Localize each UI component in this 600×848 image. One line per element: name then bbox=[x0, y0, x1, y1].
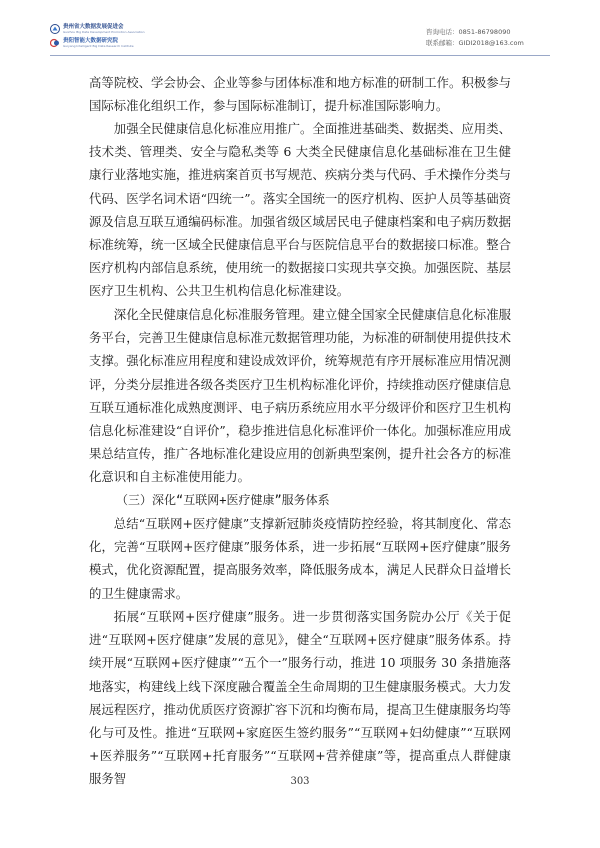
header-divider bbox=[50, 55, 550, 56]
email-value: GIDI2018@163.com bbox=[458, 39, 524, 47]
contact-info bbox=[426, 27, 524, 49]
logo-row-institute bbox=[50, 36, 145, 49]
section-heading: （三）深化“互联网+医疗健康”服务体系 bbox=[116, 493, 330, 507]
paragraph-internet-health-services: 拓展“互联网+医疗健康”服务。进一步贯彻落实国务院办公厅《关于促进“互联网+医疗健康”发展的意见》，健全“互联网+医疗健康”服务体系。持续开展“互联网+医疗健康”“五个一”服务行动，推进 10 项服务 30 条措施落地落实，构建线上线下深度融合覆盖全生命周期的卫生健康服务模式。大力发展远程医疗，推动优质医疗资源扩容下沉和均衡布局，提高卫生健康服务均等化与可及性。推进“互联网+家庭医生签约服务”“互联网+妇幼健康”“互联网+医养服务”“互联网+托育服务”“互联网+营养健康”等，提高重点人群健康服务智 bbox=[89, 609, 511, 787]
email-label: 联系邮箱： bbox=[426, 39, 459, 47]
paragraph-standards-service: 深化全民健康信息化标准服务管理。建立健全国家全民健康信息化标准服务平台，完善卫生健康信息标准元数据管理功能，为标准的研制使用提供技术支撑。强化标准应用程度和建设成效评价，统筹规范有序开展标准应用情况测评，分类分层推进各级各类医疗卫生机构标准化评价，持续推动医疗健康信息互联互通标准化成熟度测评、电子病历系统应用水平分级评价和医疗卫生机构信息化标准建设“自评价”，稳步推进信息化标准评价一体化。加强标准应用成果总结宣传，推广各地标准化建设应用的创新典型案例，提升社会各方的标准化意识和自主标准使用能力。 bbox=[89, 307, 511, 485]
logo-row-association bbox=[50, 22, 145, 35]
paragraph-internet-health-summary: 总结“互联网+医疗健康”支撑新冠肺炎疫情防控经验，将其制度化、常态化，完善“互联网+医疗健康”服务体系，进一步拓展“互联网+医疗健康”服务模式，优化资源配置，提高服务效率，降低服务成本，满足人民群众日益增长的卫生健康需求。 bbox=[89, 516, 511, 601]
phone-label: 咨询电话： bbox=[426, 28, 459, 36]
institute-name-en: Guiyang Intelligent Big Data Research Institute bbox=[63, 43, 134, 48]
institute-logo-icon bbox=[50, 38, 60, 48]
page-number: 303 bbox=[290, 776, 310, 787]
paragraph-standards-promotion: 加强全民健康信息化标准应用推广。全面推进基础类、数据类、应用类、技术类、管理类、安全与隐私类等 6 大类全民健康信息化基础标准在卫生健康行业落地实施，推进病案首页书写规范、疾病分类与代码、手术操作分类与代码、医学名词术语“四统一”。落实全国统一的医疗机构、医护人员等基础资源及信息互联互通编码标准。加强省级区域居民电子健康档案和电子病历数据标准统筹，统一区域全民健康信息平台与医院信息平台的数据接口标准。整合医疗机构内部信息系统，使用统一的数据接口实现共享交换。加强医院、基层医疗卫生机构、公共卫生机构信息化标准建设。 bbox=[89, 121, 511, 299]
paragraph-standards-participation: 高等院校、学会协会、企业等参与团体标准和地方标准的研制工作。积极参与国际标准化组织工作，参与国际标准制订，提升标准国际影响力。 bbox=[89, 75, 511, 114]
institute-name: 贵阳智能大数据研究院 bbox=[63, 37, 119, 44]
contact-phone-row bbox=[426, 27, 524, 38]
contact-email-row bbox=[426, 38, 524, 49]
association-name-en: Guizhou Big Data Development Promotion Association bbox=[63, 29, 145, 34]
association-logo-icon bbox=[50, 24, 60, 34]
org-logo bbox=[50, 22, 145, 50]
phone-value: 0851-86798090 bbox=[458, 28, 511, 36]
association-name: 贵州省大数据发展促进会 bbox=[63, 23, 124, 30]
page-header bbox=[0, 0, 600, 56]
